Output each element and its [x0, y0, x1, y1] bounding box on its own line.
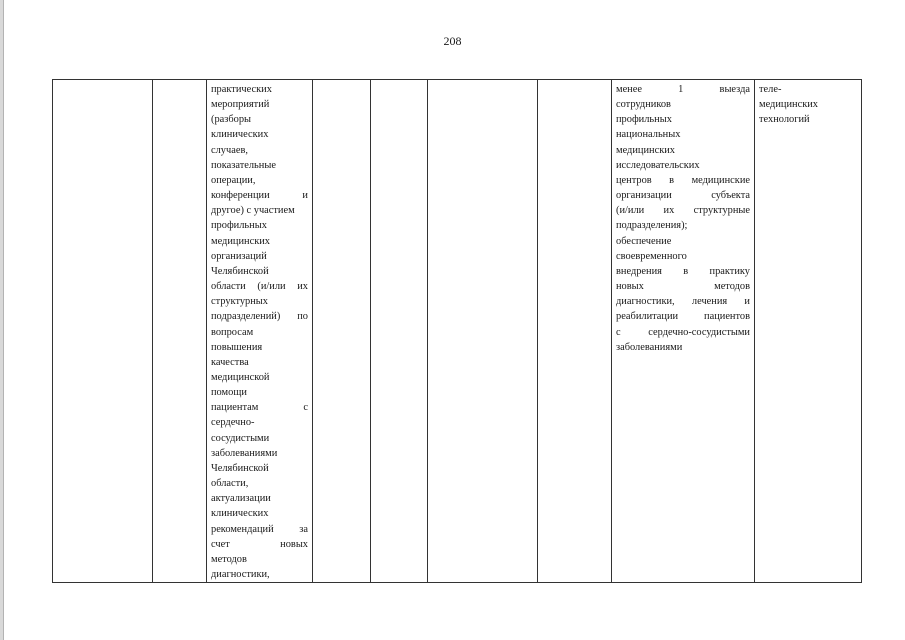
col3-line: случаев,	[211, 144, 248, 156]
col3-line: сосудистыми	[211, 432, 270, 444]
col3-line: пациентам с	[211, 402, 308, 414]
col8-line: реабилитации пациентов	[616, 311, 750, 323]
col8-line: исследовательских	[616, 159, 700, 171]
col8-line: медицинских	[616, 144, 675, 156]
col8-line: внедрения в практику	[616, 265, 750, 277]
col8-line: организации субъекта	[616, 190, 750, 202]
col3-line: организаций	[211, 250, 267, 262]
col3-line: медицинской	[211, 371, 270, 383]
table-row	[53, 80, 862, 583]
col3-line: медицинских	[211, 235, 270, 247]
col8-line: менее 1 выезда	[616, 84, 750, 95]
col3-line: конференции и	[211, 190, 308, 202]
col8-line: своевременного	[616, 250, 687, 262]
table-cell-col3	[207, 80, 313, 583]
col3-line: вопросам	[211, 326, 254, 338]
table-cell-col2	[153, 80, 207, 583]
col3-line: рекомендаций за	[211, 523, 308, 535]
col8-line: центров в медицинские	[616, 174, 750, 186]
col3-line: диагностики,	[211, 569, 270, 580]
col3-line: области (и/или их	[211, 281, 308, 293]
table-cell-col8	[612, 80, 755, 583]
table-cell-col5	[371, 80, 428, 583]
table-cell-col6	[428, 80, 538, 583]
col3-line: мероприятий	[211, 99, 270, 111]
table-cell-col1	[53, 80, 153, 583]
col3-line: качества	[211, 356, 249, 368]
col3-line: повышения	[211, 341, 263, 353]
col3-line: счет новых	[211, 538, 308, 550]
col8-line: (и/или их структурные	[616, 205, 750, 217]
col3-line: практических	[211, 84, 272, 95]
col9-line: теле-	[759, 84, 782, 95]
col3-line: актуализации	[211, 493, 271, 505]
col8-line: обеспечение	[616, 235, 672, 247]
col9-line: медицинских	[759, 99, 818, 111]
page-number: 208	[443, 34, 462, 48]
col8-line: диагностики, лечения и	[616, 296, 750, 308]
col3-line: (разборы	[211, 114, 252, 126]
col3-line: помощи	[211, 387, 247, 399]
col8-line: новых методов	[616, 281, 750, 293]
col3-line: показательные	[211, 159, 276, 171]
col8-line: подразделения);	[616, 220, 688, 232]
col3-line: структурных	[211, 296, 268, 308]
col8-line: с сердечно-сосудистыми	[616, 326, 750, 338]
col3-line: заболеваниями	[211, 447, 278, 459]
col3-line: подразделений) по	[211, 311, 308, 323]
col3-line: Челябинской	[211, 462, 269, 474]
scan-shadow-line	[3, 0, 4, 640]
col8-line: профильных	[616, 114, 672, 126]
col9-line: технологий	[759, 114, 810, 126]
document-table	[52, 79, 862, 583]
table-cell-col4	[313, 80, 371, 583]
col3-line: профильных	[211, 220, 267, 232]
col3-line: операции,	[211, 174, 256, 186]
col3-line: Челябинской	[211, 265, 269, 277]
col3-line: другое) с участием	[211, 205, 295, 217]
col8-line: заболеваниями	[616, 341, 683, 353]
col8-line: национальных	[616, 129, 681, 141]
col3-line: клинических	[211, 129, 269, 141]
col3-line: методов	[211, 553, 247, 565]
table-cell-col9	[755, 80, 862, 583]
col3-line: области,	[211, 478, 249, 490]
col8-line: сотрудников	[616, 99, 671, 111]
col3-line: клинических	[211, 508, 269, 520]
col3-line: сердечно-	[211, 417, 255, 429]
table-cell-col7	[538, 80, 612, 583]
